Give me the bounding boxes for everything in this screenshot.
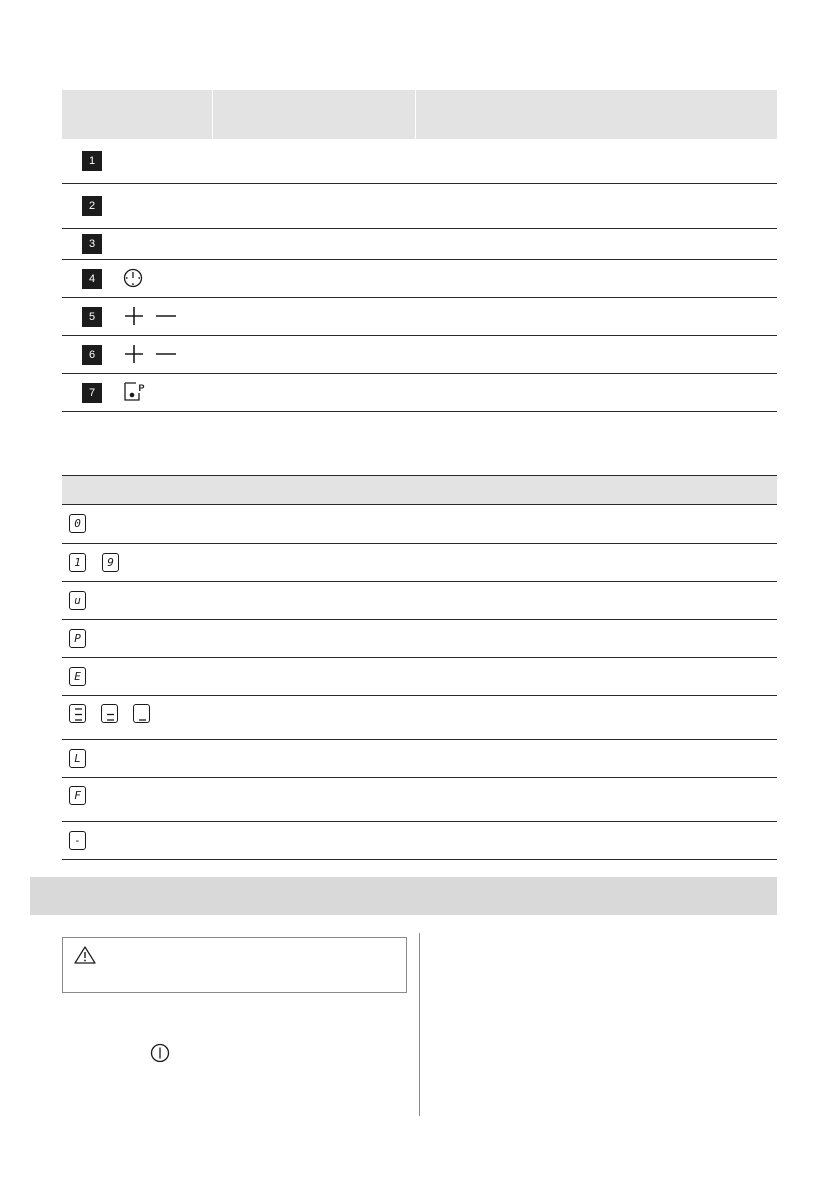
table-header — [62, 475, 777, 505]
table-row — [62, 822, 777, 860]
warning-box — [62, 937, 407, 993]
sensor-field-number: 4 — [82, 269, 102, 289]
plus-minus-icon — [122, 343, 182, 365]
table-row — [62, 582, 777, 620]
column-separator — [212, 90, 213, 139]
table-row — [62, 184, 777, 229]
display-digit: u — [69, 591, 86, 610]
display-digit: P — [69, 629, 86, 648]
table-row — [62, 260, 777, 298]
table-row — [62, 139, 777, 184]
display-digit: E — [69, 667, 86, 686]
timer-icon — [122, 267, 144, 289]
sensor-field-number: 7 — [82, 383, 102, 403]
table-row — [62, 336, 777, 374]
display-digit: L — [69, 749, 86, 768]
table-row — [62, 696, 777, 740]
display-digit: 1 — [69, 553, 86, 572]
sensor-field-number: 2 — [82, 196, 102, 216]
table-row — [62, 374, 777, 412]
residual-heat-mid-icon — [101, 704, 118, 723]
section-heading-band — [30, 877, 777, 915]
sensor-field-number: 1 — [82, 151, 102, 171]
table-row — [62, 229, 777, 260]
sensor-field-number: 3 — [82, 234, 102, 254]
display-digit: 9 — [102, 553, 119, 572]
residual-heat-high-icon — [69, 704, 86, 723]
display-digit: F — [69, 786, 86, 805]
table-header — [62, 90, 777, 139]
table-row — [62, 620, 777, 658]
on-off-icon — [149, 1042, 171, 1069]
warning-triangle-icon — [73, 945, 97, 970]
sensor-field-number: 5 — [82, 307, 102, 327]
table-row — [62, 658, 777, 696]
table-row — [62, 544, 777, 582]
table-row — [62, 298, 777, 336]
powerboost-icon — [122, 380, 148, 402]
column-separator — [415, 90, 416, 139]
residual-heat-low-icon — [133, 704, 150, 723]
column-divider — [419, 933, 420, 1116]
sensor-field-number: 6 — [82, 345, 102, 365]
display-digit: 0 — [69, 514, 86, 533]
table-row — [62, 778, 777, 822]
table-row — [62, 740, 777, 778]
plus-minus-icon — [122, 305, 182, 327]
table-row — [62, 505, 777, 544]
display-digit: - — [69, 831, 86, 850]
svg-text:P: P — [138, 383, 145, 393]
